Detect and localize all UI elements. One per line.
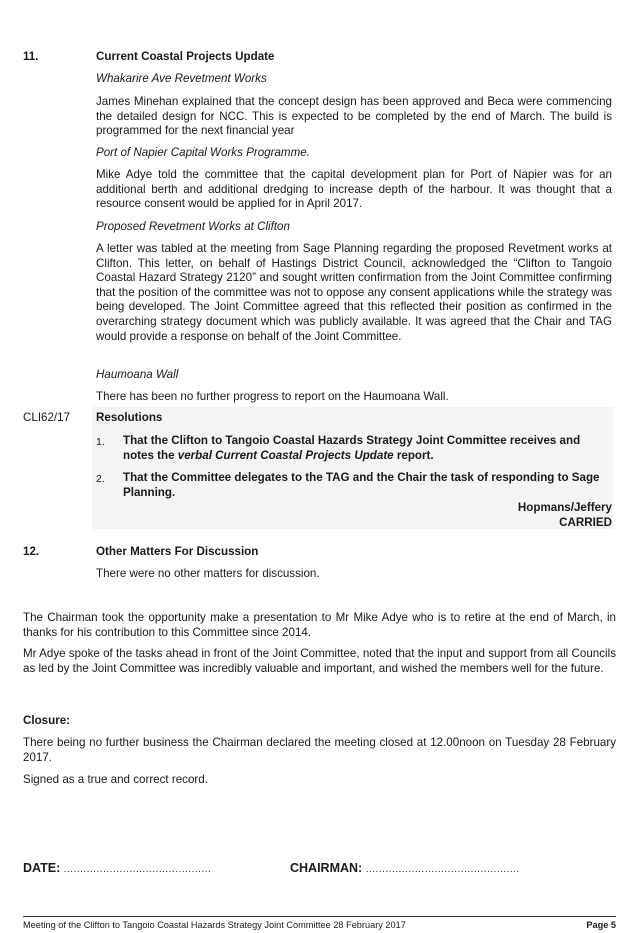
resolution-item-1-text: That the Clifton to Tangoio Coastal Hazards Strategy Joint Committee receives and notes the verbal Current Coastal Projects Update report.: [123, 434, 581, 462]
date-label: DATE:: [23, 861, 61, 875]
resolution-mover: Hopmans/Jeffery: [517, 501, 612, 514]
resolution-item-2-number: 2.: [96, 473, 105, 485]
chairman-signature-line: [290, 861, 520, 878]
adye-speech-paragraph: Mr Adye spoke of the tasks ahead in front of the Joint Committee, noted that the input and support from all Councils as led by the Joint Committee was incredibly valuable and important, and wished the members well for the future.: [23, 647, 616, 675]
section-12-title: Other Matters For Discussion: [96, 545, 259, 558]
footer-divider: [23, 916, 616, 917]
resolutions-title: Resolutions: [96, 411, 163, 424]
port-napier-heading: Port of Napier Capital Works Programme.: [96, 146, 310, 159]
clifton-revetment-heading: Proposed Revetment Works at Clifton: [96, 220, 290, 233]
section-12-number: 12.: [23, 545, 40, 558]
closure-paragraph: There being no further business the Chairman declared the meeting closed at 12.00noon on Tuesday 28 February 2017.: [23, 736, 616, 764]
clifton-revetment-paragraph: A letter was tabled at the meeting from Sage Planning regarding the proposed Revetment works at Clifton. This letter, on behalf of Hastings District Council, acknowledged the “Clifton to Tangoio Coastal Hazard Strategy 2120” and sought written confirmation from the Joint Committee confirming that the position of the committee was not to oppose any consent applications while the strategy was being developed. The Joint Committee agreed that this reflected their position as confirmed in the overarching strategy document which was publicly available. It was agreed that the Chair and TAG would provide a response on behalf of the Joint Committee.: [96, 242, 612, 343]
chairman-presentation-paragraph: The Chairman took the opportunity make a presentation to Mr Mike Adye who is to retire at the end of March, in thanks for his contribution to this Committee since 2014.: [23, 611, 616, 639]
port-napier-paragraph: Mike Adye told the committee that the capital development plan for Port of Napier was for an additional berth and additional dredging to increase depth of the harbour. It was thought that a resource consent would be applied for in April 2017.: [96, 168, 612, 211]
date-dots: .............................................: [63, 864, 212, 875]
signed-statement: Signed as a true and correct record.: [23, 773, 208, 786]
whakarire-paragraph: James Minehan explained that the concept design has been approved and Beca were commencing the detailed design for NCC. This is expected to be completed by the end of March. The build is programmed for the next financial year: [96, 95, 612, 138]
section-11-title: Current Coastal Projects Update: [96, 50, 275, 63]
resolution-item-1-number: 1.: [96, 436, 105, 448]
footer-meeting-title: Meeting of the Clifton to Tangoio Coastal Hazards Strategy Joint Committee 28 February 2017: [23, 920, 406, 930]
section-12-paragraph: There were no other matters for discussion.: [96, 567, 320, 580]
haumoana-paragraph: There has been no further progress to report on the Haumoana Wall.: [96, 390, 449, 403]
closure-title: Closure:: [23, 714, 71, 727]
resolution-item-2-text: That the Committee delegates to the TAG and the Chair the task of responding to Sage Planning.: [123, 471, 600, 499]
haumoana-heading: Haumoana Wall: [96, 368, 179, 381]
section-11-number: 11.: [23, 50, 39, 63]
resolution-status: CARRIED: [559, 516, 612, 529]
resolution-code: CLI62/17: [23, 411, 71, 424]
chairman-label: CHAIRMAN:: [290, 861, 363, 875]
footer-page-number: Page 5: [586, 920, 616, 930]
date-signature-line: [23, 861, 211, 878]
chairman-dots: ...............................................: [365, 864, 520, 875]
whakarire-heading: Whakarire Ave Revetment Works: [96, 72, 267, 85]
